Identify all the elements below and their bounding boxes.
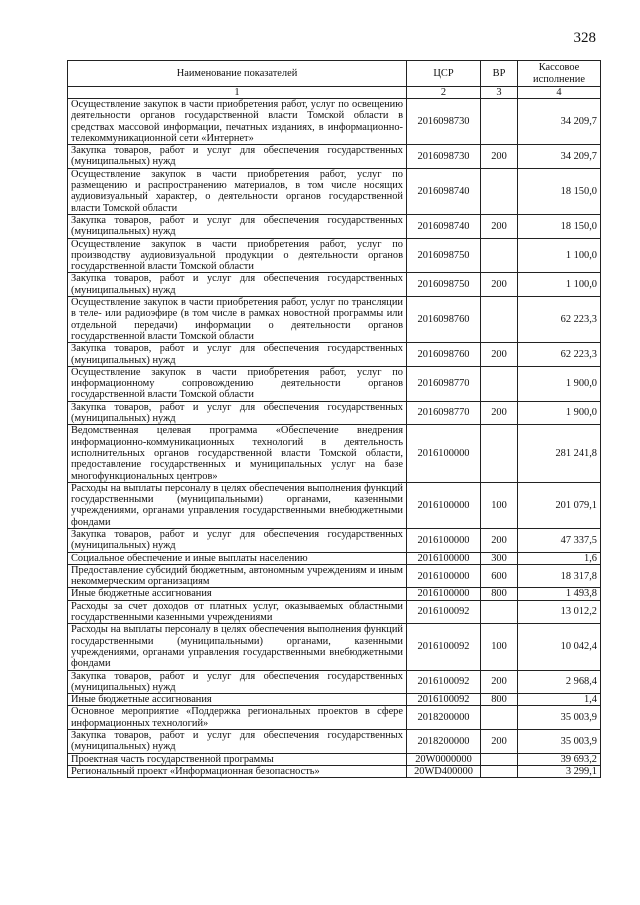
- row-csr: 2016100000: [407, 588, 481, 600]
- row-name: Расходы на выплаты персоналу в целях обеспечения выполнения функций государственными (муниципальными) органами, казенными учреждениями, органами управления государственными внебюджетными фондами: [68, 624, 407, 670]
- row-csr: 2016098760: [407, 343, 481, 367]
- row-vr: 300: [481, 552, 518, 564]
- column-number: 2: [407, 87, 481, 99]
- row-sum: 34 209,7: [518, 145, 601, 169]
- table-row: [68, 706, 601, 730]
- row-vr: [481, 706, 518, 730]
- row-vr: [481, 753, 518, 765]
- row-csr: 2016100000: [407, 552, 481, 564]
- row-vr: [481, 168, 518, 214]
- table-row: [68, 273, 601, 297]
- row-sum: 13 012,2: [518, 600, 601, 624]
- column-number: 3: [481, 87, 518, 99]
- row-name: Основное мероприятие «Поддержка региональных проектов в сфере информационных технологий»: [68, 706, 407, 730]
- table-row: [68, 343, 601, 367]
- row-sum: 1 493,8: [518, 588, 601, 600]
- table-row: [68, 482, 601, 528]
- table-row: [68, 670, 601, 694]
- row-sum: 62 223,3: [518, 343, 601, 367]
- column-number: 1: [68, 87, 407, 99]
- row-sum: 18 150,0: [518, 168, 601, 214]
- row-name: Проектная часть государственной программы: [68, 753, 407, 765]
- row-name: Закупка товаров, работ и услуг для обеспечения государственных (муниципальных) нужд: [68, 670, 407, 694]
- row-vr: 600: [481, 564, 518, 588]
- row-name: Расходы за счет доходов от платных услуг, оказываемых областными государственными казенными учреждениями: [68, 600, 407, 624]
- row-csr: 2016098730: [407, 145, 481, 169]
- row-csr: 2016098770: [407, 366, 481, 401]
- table-row: [68, 624, 601, 670]
- row-name: Иные бюджетные ассигнования: [68, 694, 407, 706]
- table-row: [68, 588, 601, 600]
- row-vr: [481, 366, 518, 401]
- row-vr: 200: [481, 343, 518, 367]
- column-number-row: [68, 87, 601, 99]
- budget-execution-table: [67, 60, 601, 778]
- row-sum: 1 100,0: [518, 273, 601, 297]
- row-name: Закупка товаров, работ и услуг для обеспечения государственных (муниципальных) нужд: [68, 145, 407, 169]
- row-name: Закупка товаров, работ и услуг для обеспечения государственных (муниципальных) нужд: [68, 401, 407, 425]
- row-sum: 47 337,5: [518, 528, 601, 552]
- row-vr: 200: [481, 214, 518, 238]
- row-sum: 3 299,1: [518, 765, 601, 777]
- row-csr: 2018200000: [407, 706, 481, 730]
- header-row: [68, 61, 601, 87]
- header-csr: ЦСР: [407, 61, 481, 87]
- row-name: Ведомственная целевая программа «Обеспечение внедрения информационно-коммуникационных технологий в деятельность исполнительных органов государственной власти Томской области, предоставление государственных и муниципальных услуг на базе многофункциональных центров»: [68, 425, 407, 482]
- row-name: Закупка товаров, работ и услуг для обеспечения государственных (муниципальных) нужд: [68, 343, 407, 367]
- table-row: [68, 168, 601, 214]
- row-sum: 201 079,1: [518, 482, 601, 528]
- row-vr: [481, 99, 518, 145]
- row-vr: [481, 297, 518, 343]
- row-name: Осуществление закупок в части приобретения работ, услуг по освещению деятельности органов государственной власти Томской области в средствах массовой информации, печатных изданиях, в информационно-телекоммуникационной сети «Интернет»: [68, 99, 407, 145]
- row-csr: 20WD400000: [407, 765, 481, 777]
- row-vr: 800: [481, 694, 518, 706]
- row-csr: 2016100092: [407, 694, 481, 706]
- row-sum: 1,4: [518, 694, 601, 706]
- table-row: [68, 145, 601, 169]
- row-name: Предоставление субсидий бюджетным, автономным учреждениям и иным некоммерческим организациям: [68, 564, 407, 588]
- table-row: [68, 425, 601, 482]
- header-vr: ВР: [481, 61, 518, 87]
- row-sum: 34 209,7: [518, 99, 601, 145]
- row-csr: 2018200000: [407, 730, 481, 754]
- row-csr: 2016098750: [407, 273, 481, 297]
- row-vr: 800: [481, 588, 518, 600]
- row-csr: 2016100092: [407, 600, 481, 624]
- row-sum: 35 003,9: [518, 730, 601, 754]
- table-row: [68, 297, 601, 343]
- row-csr: 2016100092: [407, 670, 481, 694]
- row-sum: 1 900,0: [518, 366, 601, 401]
- row-csr: 2016098760: [407, 297, 481, 343]
- row-vr: 200: [481, 730, 518, 754]
- row-name: Осуществление закупок в части приобретения работ, услуг по трансляции в теле- или радиоэфире (в том числе в рамках новостной программы или отдельной передачи) информации о деятельности органов государственной власти Томской области: [68, 297, 407, 343]
- row-sum: 35 003,9: [518, 706, 601, 730]
- table-row: [68, 99, 601, 145]
- table-row: [68, 694, 601, 706]
- row-sum: 62 223,3: [518, 297, 601, 343]
- row-csr: 2016100000: [407, 564, 481, 588]
- row-sum: 1 900,0: [518, 401, 601, 425]
- table-row: [68, 366, 601, 401]
- row-csr: 2016100000: [407, 482, 481, 528]
- row-name: Осуществление закупок в части приобретения работ, услуг по информационному сопровождению деятельности органов государственной власти Томской области: [68, 366, 407, 401]
- row-name: Закупка товаров, работ и услуг для обеспечения государственных (муниципальных) нужд: [68, 273, 407, 297]
- row-vr: [481, 600, 518, 624]
- table-row: [68, 600, 601, 624]
- row-name: Закупка товаров, работ и услуг для обеспечения государственных (муниципальных) нужд: [68, 214, 407, 238]
- row-csr: 2016100000: [407, 425, 481, 482]
- row-csr: 2016098750: [407, 238, 481, 273]
- row-name: Расходы на выплаты персоналу в целях обеспечения выполнения функций государственными (муниципальными) органами, казенными учреждениями, органами управления государственными внебюджетными фондами: [68, 482, 407, 528]
- row-vr: 200: [481, 273, 518, 297]
- table-row: [68, 214, 601, 238]
- table-row: [68, 753, 601, 765]
- table-row: [68, 552, 601, 564]
- row-name: Региональный проект «Информационная безопасность»: [68, 765, 407, 777]
- header-sum: Кассовое исполнение: [518, 61, 601, 87]
- page-number: 328: [573, 30, 596, 46]
- row-name: Социальное обеспечение и иные выплаты населению: [68, 552, 407, 564]
- row-sum: 18 150,0: [518, 214, 601, 238]
- row-csr: 2016100000: [407, 528, 481, 552]
- row-csr: 2016098730: [407, 99, 481, 145]
- row-sum: 1,6: [518, 552, 601, 564]
- row-name: Иные бюджетные ассигнования: [68, 588, 407, 600]
- row-vr: [481, 238, 518, 273]
- row-vr: 200: [481, 670, 518, 694]
- row-name: Закупка товаров, работ и услуг для обеспечения государственных (муниципальных) нужд: [68, 730, 407, 754]
- table-row: [68, 528, 601, 552]
- header-name: Наименование показателей: [68, 61, 407, 87]
- row-vr: 100: [481, 624, 518, 670]
- table-row: [68, 238, 601, 273]
- column-number: 4: [518, 87, 601, 99]
- row-vr: 200: [481, 401, 518, 425]
- row-name: Осуществление закупок в части приобретения работ, услуг по размещению и распространению материалов, в том числе носящих аудиовизуальный характер, о деятельности органов государственной власти Томской области: [68, 168, 407, 214]
- row-name: Закупка товаров, работ и услуг для обеспечения государственных (муниципальных) нужд: [68, 528, 407, 552]
- row-csr: 2016098740: [407, 214, 481, 238]
- row-vr: 100: [481, 482, 518, 528]
- row-sum: 18 317,8: [518, 564, 601, 588]
- row-csr: 20W0000000: [407, 753, 481, 765]
- row-vr: [481, 765, 518, 777]
- row-vr: [481, 425, 518, 482]
- row-csr: 2016098770: [407, 401, 481, 425]
- row-sum: 281 241,8: [518, 425, 601, 482]
- row-sum: 10 042,4: [518, 624, 601, 670]
- row-csr: 2016100092: [407, 624, 481, 670]
- table-row: [68, 564, 601, 588]
- table-row: [68, 401, 601, 425]
- row-csr: 2016098740: [407, 168, 481, 214]
- row-name: Осуществление закупок в части приобретения работ, услуг по производству аудиовизуальной продукции о деятельности органов государственной власти Томской области: [68, 238, 407, 273]
- row-sum: 39 693,2: [518, 753, 601, 765]
- row-vr: 200: [481, 528, 518, 552]
- row-vr: 200: [481, 145, 518, 169]
- table-row: [68, 765, 601, 777]
- table-row: [68, 730, 601, 754]
- row-sum: 2 968,4: [518, 670, 601, 694]
- row-sum: 1 100,0: [518, 238, 601, 273]
